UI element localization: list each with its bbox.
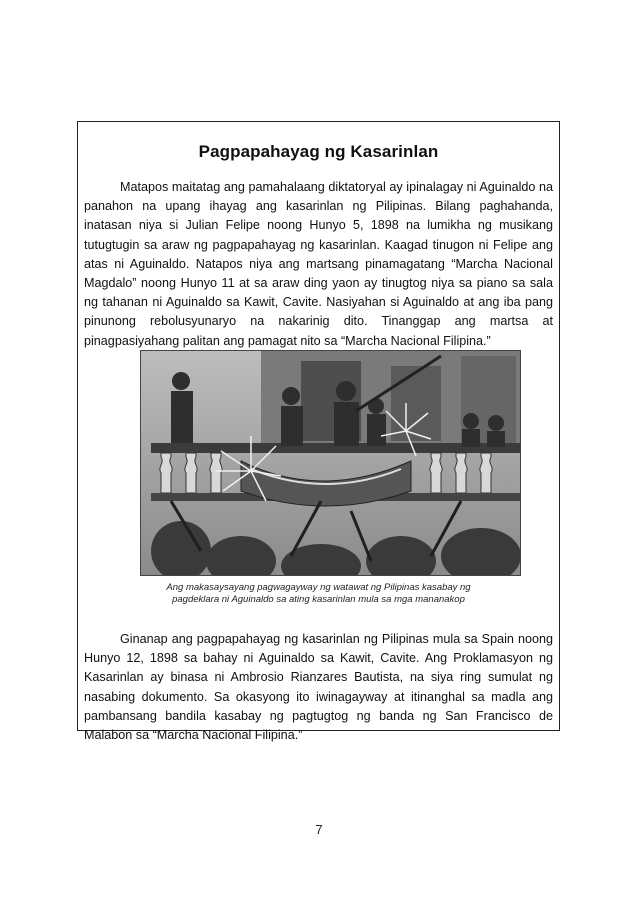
paragraph-2-text: Ginanap ang pagpapahayag ng kasarinlan ng Pilipinas mula sa Spain noong Hunyo 12, 1898 sa bahay ni Aguinaldo sa Kawit, Cavite. Ang Proklamasyon ng Kasarinlan ay binasa ni Ambrosio Rianzares Bautista, na siya ring sumulat ng nasabing dokumento. Sa okasyong ito iwinagayway at itinanghal sa madla ang pambansang bandila kasabay ng pagtugtog ng banda ng San Francisco de Malabon sa “Marcha Nacional Filipina.” xyxy=(84,632,553,743)
content-box xyxy=(77,121,560,743)
paragraph-2 xyxy=(84,630,553,745)
figure-caption xyxy=(118,582,519,605)
historical-illustration xyxy=(140,350,521,576)
section-title: Pagpapahayag ng Kasarinlan xyxy=(198,142,439,161)
figure-caption-line-1: Ang makasaysayang pagwagayway ng watawat ng Pilipinas kasabay ng xyxy=(166,582,471,593)
page-number: 7 xyxy=(315,822,323,837)
paragraph-1-text: Matapos maitatag ang pamahalaang diktatoryal ay ipinalagay ni Aguinaldo na panahon na upang ihayag ang kasarinlan ng Pilipinas. Bilang paghahanda, inatasan niya si Julian Felipe noong Hunyo 5, 1898 na lumikha ng musikang tutugtugin sa araw ng pagpapahayag ng kasarinlan. Kaagad tinugon ni Felipe ang atas ni Aguinaldo. Natapos niya ang martsang pinamagatang “Marcha Nacional Magdalo” noong Hunyo 11 at sa araw ding yaon ay tinugtog niya sa piano sa sala ng tahanan ni Aguinaldo sa Kawit, Cavite. Nasiyahan si Aguinaldo at ang iba pang pinunong rebolusyunaryo na nakarinig dito. Tinanggap ang martsa at pinagpasiyahang palitan ang pamagat nito sa “Marcha Nacional Filipina.” xyxy=(84,180,553,348)
balcony-scene-drawing xyxy=(141,351,521,576)
paragraph-1 xyxy=(84,178,553,351)
figure-caption-line-2: pagdeklara ni Aguinaldo sa ating kasarinlan mula sa mga mananakop xyxy=(172,593,465,605)
